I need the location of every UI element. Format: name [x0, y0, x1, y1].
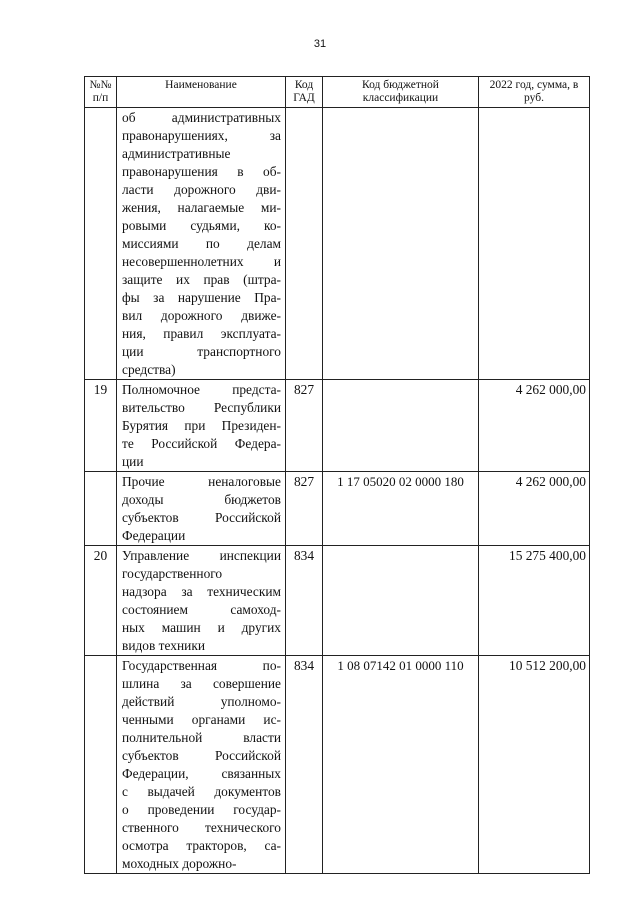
row-budget-code: 1 17 05020 02 0000 180 — [323, 472, 479, 546]
row-name-line: ции — [122, 454, 144, 469]
row-name-line: государственного — [122, 566, 223, 581]
row-name-line: ния, правил эксплуата- — [122, 326, 281, 341]
row-sum: 15 275 400,00 — [479, 546, 590, 656]
row-name-line: ровыми судьями, ко- — [122, 218, 281, 233]
row-name — [117, 380, 286, 472]
row-name-line: те Российской Федера- — [122, 436, 281, 451]
row-name-line: административные — [122, 146, 231, 161]
row-name-line: с выдачей документов — [122, 784, 281, 799]
row-name-line: Управление инспекции — [122, 548, 281, 563]
table-row — [85, 546, 590, 656]
row-name-line: миссиями по делам — [122, 236, 281, 251]
row-name-line: Прочие неналоговые — [122, 474, 281, 489]
row-name-line: Полномочное предста- — [122, 382, 281, 397]
table-row — [85, 108, 590, 380]
row-name-line: надзора за техническим — [122, 584, 281, 599]
row-sum: 10 512 200,00 — [479, 656, 590, 874]
row-name-line: ных машин и других — [122, 620, 281, 635]
row-budget-code — [323, 380, 479, 472]
row-number — [85, 656, 117, 874]
row-budget-code: 1 08 07142 01 0000 110 — [323, 656, 479, 874]
row-name-line: ции транспортного — [122, 344, 281, 359]
row-name-line: доходы бюджетов — [122, 492, 281, 507]
row-name-line: несовершеннолетних и — [122, 254, 281, 269]
header-kbk: Код бюджетной классификации — [323, 77, 479, 108]
row-budget-code — [323, 546, 479, 656]
row-name-line: фы за нарушение Пра- — [122, 290, 281, 305]
header-gad: Код ГАД — [286, 77, 323, 108]
row-gad-code: 827 — [286, 472, 323, 546]
row-sum — [479, 108, 590, 380]
row-name-line: вил дорожного движе- — [122, 308, 281, 323]
row-name-line: Федерации, связанных — [122, 766, 281, 781]
row-name-line: средства) — [122, 362, 176, 377]
row-name-line: ченными органами ис- — [122, 712, 281, 727]
row-gad-code: 834 — [286, 656, 323, 874]
row-name — [117, 546, 286, 656]
header-sum: 2022 год, сумма, в руб. — [479, 77, 590, 108]
budget-table — [84, 76, 590, 874]
row-name-line: Бурятия при Президен- — [122, 418, 281, 433]
row-name-line: состоянием самоход- — [122, 602, 281, 617]
table-row — [85, 656, 590, 874]
row-name-line: полнительной власти — [122, 730, 281, 745]
row-name-line: Государственная по- — [122, 658, 281, 673]
row-name-line: об административных — [122, 110, 281, 125]
row-name-line: действий уполномо- — [122, 694, 281, 709]
row-name-line: Федерации — [122, 528, 186, 543]
table-row — [85, 380, 590, 472]
header-name: Наименование — [117, 77, 286, 108]
row-name — [117, 108, 286, 380]
row-name-line: правонарушения в об- — [122, 164, 281, 179]
row-sum: 4 262 000,00 — [479, 380, 590, 472]
row-name — [117, 656, 286, 874]
header-num: №№ п/п — [85, 77, 117, 108]
row-name-line: ственного технического — [122, 820, 281, 835]
row-name-line: ласти дорожного дви- — [122, 182, 281, 197]
row-number — [85, 472, 117, 546]
row-sum: 4 262 000,00 — [479, 472, 590, 546]
row-name-line: жения, налагаемые ми- — [122, 200, 281, 215]
row-name-line: вительство Республики — [122, 400, 281, 415]
row-gad-code: 827 — [286, 380, 323, 472]
table-row — [85, 472, 590, 546]
row-name — [117, 472, 286, 546]
row-name-line: субъектов Российской — [122, 510, 281, 525]
row-budget-code — [323, 108, 479, 380]
table-header-row — [85, 77, 590, 108]
row-name-line: шлина за совершение — [122, 676, 281, 691]
row-name-line: видов техники — [122, 638, 205, 653]
row-gad-code: 834 — [286, 546, 323, 656]
row-number: 19 — [85, 380, 117, 472]
page-number: 31 — [313, 38, 327, 50]
row-number — [85, 108, 117, 380]
row-name-line: осмотра тракторов, са- — [122, 838, 281, 853]
row-gad-code — [286, 108, 323, 380]
row-name-line: защите их прав (штра- — [122, 272, 281, 287]
row-name-line: правонарушениях, за — [122, 128, 281, 143]
row-name-line: о проведении государ- — [122, 802, 281, 817]
row-number: 20 — [85, 546, 117, 656]
row-name-line: субъектов Российской — [122, 748, 281, 763]
row-name-line: моходных дорожно- — [122, 856, 237, 871]
